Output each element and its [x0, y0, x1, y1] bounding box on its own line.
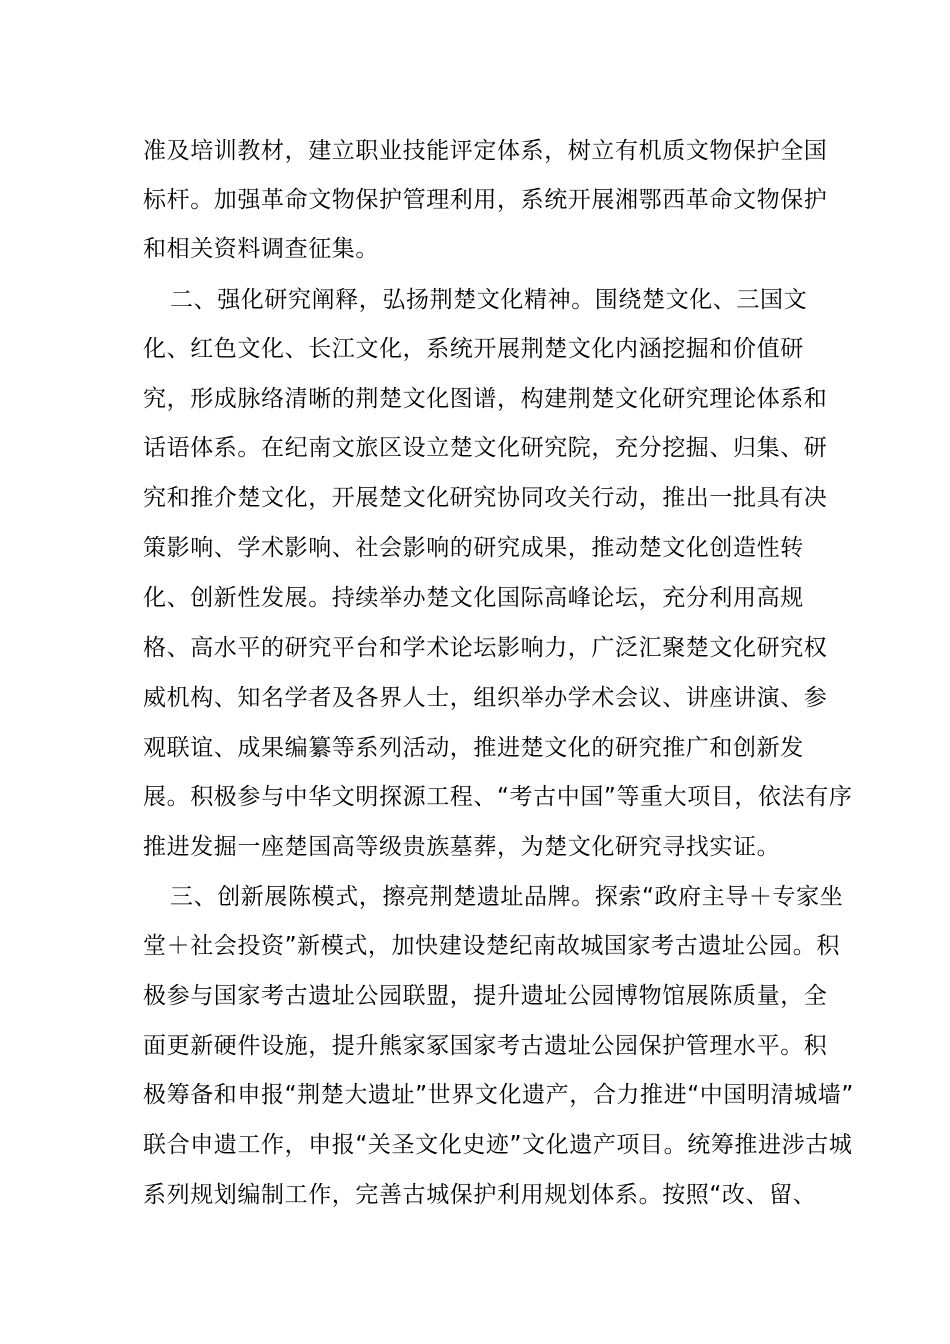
text-line: 和相关资料调查征集。: [143, 236, 379, 262]
text-line: 究和推介楚文化，开展楚文化研究协同攻关行动，推出一批具有决: [143, 485, 828, 511]
text-line: 策影响、学术影响、社会影响的研究成果，推动楚文化创造性转: [143, 535, 804, 561]
text-line: 标杆。加强革命文物保护管理利用，系统开展湘鄂西革命文物保护: [143, 187, 828, 213]
text-line: 观联谊、成果编纂等系列活动，推进楚文化的研究推广和创新发: [143, 735, 804, 761]
section-heading-line: 三、创新展陈模式，擦亮荆楚遗址品牌。探索“政府主导＋专家坐: [170, 884, 844, 910]
text-line: 面更新硬件设施，提升熊家冢国家考古遗址公园保护管理水平。积: [143, 1033, 828, 1059]
text-line: 推进发掘一座楚国高等级贵族墓葬，为楚文化研究寻找实证。: [143, 834, 781, 860]
section-heading-line: 二、强化研究阐释，弘扬荆楚文化精神。围绕楚文化、三国文: [170, 287, 808, 313]
text-line: 话语体系。在纪南文旅区设立楚文化研究院，充分挖掘、归集、研: [143, 435, 828, 461]
text-line: 极参与国家考古遗址公园联盟，提升遗址公园博物馆展陈质量，全: [143, 983, 828, 1009]
text-line: 化、创新性发展。持续举办楚文化国际高峰论坛，充分利用高规: [143, 585, 804, 611]
text-line: 展。积极参与中华文明探源工程、“考古中国”等重大项目，依法有序: [143, 784, 853, 810]
text-line: 堂＋社会投资”新模式，加快建设楚纪南故城国家考古遗址公园。积: [143, 933, 840, 959]
text-line: 准及培训教材，建立职业技能评定体系，树立有机质文物保护全国: [143, 138, 828, 164]
text-line: 化、红色文化、长江文化，系统开展荆楚文化内涵挖掘和价值研: [143, 336, 804, 362]
text-line: 系列规划编制工作，完善古城保护利用规划体系。按照“改、留、: [143, 1182, 817, 1208]
text-line: 究，形成脉络清晰的荆楚文化图谱，构建荆楚文化研究理论体系和: [143, 386, 828, 412]
text-line: 威机构、知名学者及各界人士，组织举办学术会议、讲座讲演、参: [143, 685, 828, 711]
text-line: 极筹备和申报“荆楚大遗址”世界文化遗产，合力推进“中国明清城墙”: [143, 1082, 854, 1108]
text-line: 联合申遗工作，申报“关圣文化史迹”文化遗产项目。统筹推进涉古城: [143, 1132, 853, 1158]
text-line: 格、高水平的研究平台和学术论坛影响力，广泛汇聚楚文化研究权: [143, 635, 828, 661]
